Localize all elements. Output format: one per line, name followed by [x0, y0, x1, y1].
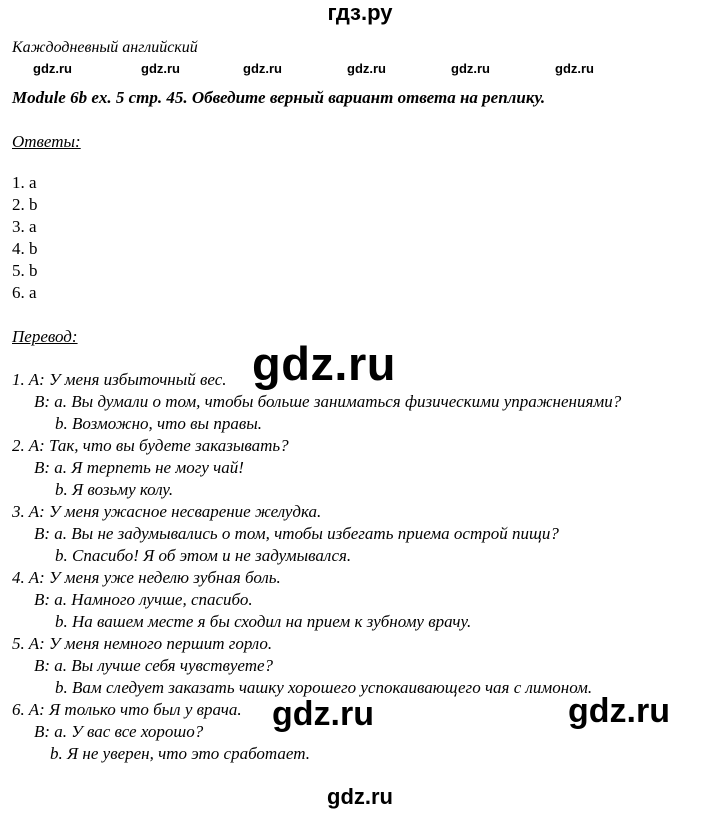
watermark: gdz.ru: [555, 61, 594, 76]
site-header: гдз.ру: [327, 0, 393, 25]
subject-title: Каждодневный английский: [12, 39, 198, 56]
translation-heading: Перевод:: [12, 327, 78, 346]
dialogue-line: b. Вам следует заказать чашку хорошего успокаивающего чая с лимоном.: [55, 678, 593, 697]
watermark: gdz.ru: [141, 61, 180, 76]
dialogue-line: 6. A: Я только что был у врача.: [12, 700, 242, 719]
answer-item: 3. a: [12, 217, 37, 236]
watermark-medium: gdz.ru: [272, 695, 374, 733]
dialogue-line: B: a. Намного лучше, спасибо.: [34, 590, 253, 609]
watermark-large: gdz.ru: [252, 337, 396, 390]
watermark: gdz.ru: [33, 61, 72, 76]
dialogue-line: B: a. Вы не задумывались о том, чтобы избегать приема острой пищи?: [34, 524, 559, 543]
dialogue-line: 5. A: У меня немного першит горло.: [12, 634, 273, 653]
answer-item: 1. a: [12, 173, 37, 192]
dialogue-line: 2. A: Так, что вы будете заказывать?: [12, 436, 289, 455]
dialogue-line: B: a. Вы лучше себя чувствуете?: [34, 656, 274, 675]
dialogue-line: b. Я возьму колу.: [55, 480, 174, 499]
dialogue-line: 3. A: У меня ужасное несварение желудка.: [12, 502, 322, 521]
dialogue-line: b. Спасибо! Я об этом и не задумывался.: [55, 546, 352, 565]
dialogue-line: B: a. Вы думали о том, чтобы больше заниматься физическими упражнениями?: [34, 392, 622, 411]
answer-item: 5. b: [12, 261, 38, 280]
dialogue-line: B: a. У вас все хорошо?: [34, 722, 204, 741]
answer-item: 2. b: [12, 195, 38, 214]
footer-watermark: gdz.ru: [327, 784, 393, 809]
watermark: gdz.ru: [243, 61, 282, 76]
answers-heading: Ответы:: [12, 132, 81, 151]
watermark: gdz.ru: [451, 61, 490, 76]
dialogue-line: B: a. Я терпеть не могу чай!: [34, 458, 244, 477]
task-title: Module 6b ex. 5 стр. 45. Обведите верный вариант ответа на реплику.: [12, 88, 546, 107]
answer-item: 6. a: [12, 283, 37, 302]
dialogue-line: 1. A: У меня избыточный вес.: [12, 370, 227, 389]
watermark: gdz.ru: [347, 61, 386, 76]
dialogue-line: 4. A: У меня уже неделю зубная боль.: [12, 568, 281, 587]
dialogue-line: b. На вашем месте я бы сходил на прием к зубному врачу.: [55, 612, 472, 631]
watermark-medium: gdz.ru: [568, 692, 670, 730]
dialogue-line: b. Возможно, что вы правы.: [55, 414, 262, 433]
dialogue-line: b. Я не уверен, что это сработает.: [50, 744, 310, 763]
answer-item: 4. b: [12, 239, 38, 258]
